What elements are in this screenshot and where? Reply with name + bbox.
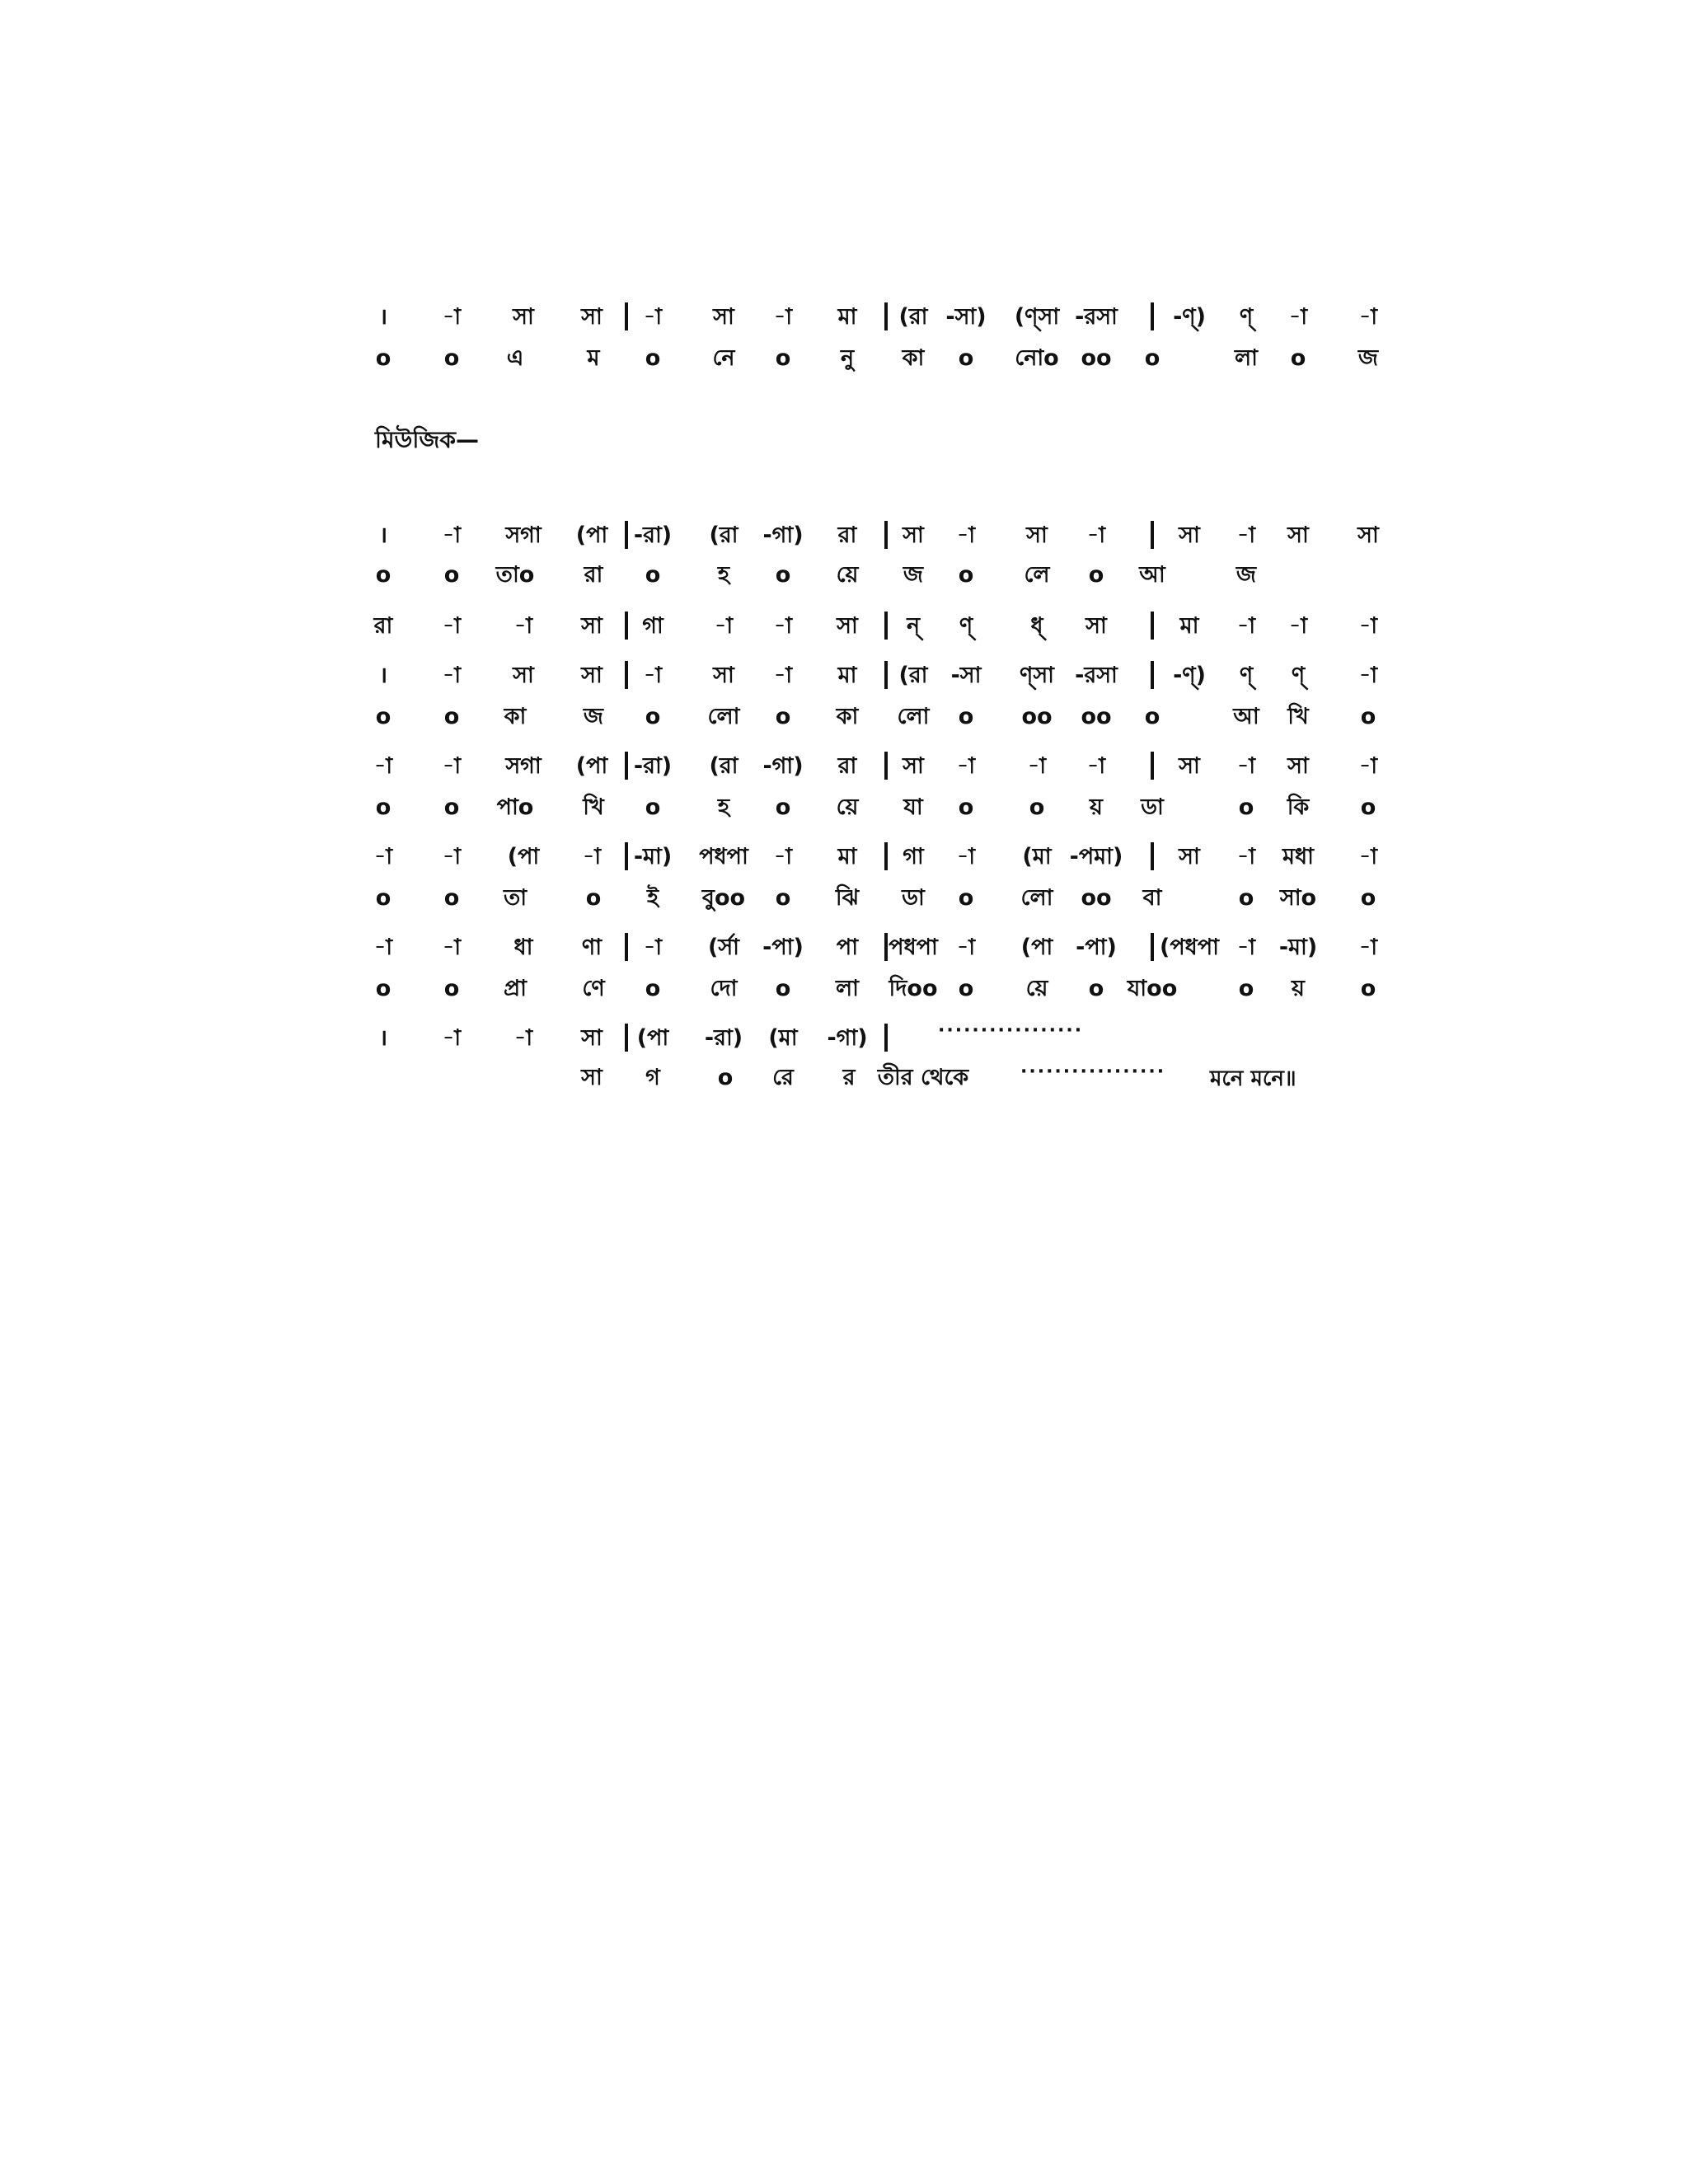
note-cell: -া xyxy=(513,613,533,639)
note-cell: মা xyxy=(837,663,857,688)
measure-bar xyxy=(884,752,888,780)
note-cell: (পা xyxy=(1020,935,1053,960)
note-cell: -া xyxy=(442,844,462,869)
note-cell: -া xyxy=(1236,613,1256,639)
measure-bar xyxy=(884,661,888,689)
lyric-cell: হ xyxy=(717,794,730,820)
measure-bar xyxy=(884,302,888,330)
note-cell: (রা xyxy=(898,304,928,330)
note-cell: -া xyxy=(513,1025,533,1051)
lyric-cell: এ xyxy=(506,345,524,371)
lyric-cell: হ xyxy=(717,562,730,588)
note-cell: সা xyxy=(581,304,603,330)
note-cell: ধ্ xyxy=(1030,613,1043,639)
lyric-cell: o xyxy=(775,976,791,1001)
lyric-cell: আ xyxy=(1233,704,1259,729)
lyric-cell: য় xyxy=(1292,976,1305,1001)
note-cell: -া xyxy=(1358,844,1378,869)
note-cell: -পা) xyxy=(762,935,804,960)
section-heading: মিউজিক— xyxy=(375,426,480,453)
note-cell: সা xyxy=(1179,523,1200,548)
lyric-cell: o xyxy=(1360,794,1376,820)
lyric-cell: প্রা xyxy=(504,976,527,1001)
lyric-cell: ম xyxy=(587,345,600,371)
note-cell: (রা xyxy=(709,753,738,779)
lyric-cell: তা xyxy=(503,885,528,911)
lyric-cell: o xyxy=(1144,345,1160,371)
note-cell: । xyxy=(378,304,388,330)
lyric-cell: জ xyxy=(1236,562,1257,588)
lyric-cell: o xyxy=(775,562,791,588)
lyric-cell: oo xyxy=(1021,704,1053,729)
ellipsis-dots-lyrics: ················· xyxy=(1020,1062,1166,1082)
lyric-cell: o xyxy=(1144,704,1160,729)
note-cell: । xyxy=(378,523,388,548)
lyric-cell: o xyxy=(375,885,392,911)
note-cell: -া xyxy=(1358,304,1378,330)
notation-row xyxy=(0,931,1688,964)
lyric-cell: রা xyxy=(584,562,603,588)
lyric-cell: o xyxy=(958,562,974,588)
lyric-cell: লে xyxy=(1024,562,1050,588)
lyric-cell: o xyxy=(775,885,791,911)
lyric-cell: খি xyxy=(1287,704,1309,729)
note-cell: -মা) xyxy=(1278,935,1318,960)
lyric-cell: o xyxy=(375,704,392,729)
lyric-cell: o xyxy=(375,794,392,820)
note-cell: রা xyxy=(837,753,857,779)
note-cell: -রসা xyxy=(1075,304,1118,330)
note-cell: -া xyxy=(442,753,462,779)
lyric-cell: o xyxy=(645,345,661,371)
lyric-cell: o xyxy=(645,562,661,588)
note-cell: সা xyxy=(1287,753,1309,779)
note-cell: -া xyxy=(714,613,734,639)
note-cell: (র্সা xyxy=(707,935,740,960)
lyric-cell: লা xyxy=(1235,345,1258,371)
lyric-cell: কি xyxy=(1287,794,1310,820)
note-cell: -পা) xyxy=(1076,935,1117,960)
lyric-cell: সা xyxy=(581,1065,603,1090)
note-cell: (পা xyxy=(507,844,540,869)
note-cell: মা xyxy=(837,844,857,869)
note-cell: সা xyxy=(1026,523,1048,548)
note-cell: -া xyxy=(643,304,663,330)
lyric-cell: o xyxy=(443,794,460,820)
note-cell: -া xyxy=(1358,613,1378,639)
note-cell: -া xyxy=(1236,844,1256,869)
note-cell: -া xyxy=(1027,753,1047,779)
lyric-cell: যাoo xyxy=(1127,976,1178,1001)
note-cell: -সা xyxy=(950,663,982,688)
note-cell: -মা) xyxy=(633,844,673,869)
notation-row xyxy=(0,841,1688,874)
lyric-cell: নু xyxy=(840,345,855,371)
lyric-cell: oo xyxy=(1081,885,1112,911)
note-cell: পা xyxy=(836,935,859,960)
measure-bar xyxy=(1151,521,1154,549)
note-cell: -া xyxy=(956,753,976,779)
lyric-cell: o xyxy=(1360,885,1376,911)
lyric-cell: তাo xyxy=(495,562,535,588)
note-cell: ণ্ xyxy=(1239,304,1254,330)
lyric-cell: গ xyxy=(645,1065,660,1090)
note-cell: -া xyxy=(773,304,793,330)
note-cell: সা xyxy=(903,753,924,779)
note-cell: ণ্সা xyxy=(1020,663,1054,688)
note-cell: (পা xyxy=(575,753,608,779)
notation-row xyxy=(0,1022,1688,1055)
measure-bar xyxy=(625,521,628,549)
note-cell: ধা xyxy=(513,935,533,960)
measure-bar xyxy=(1151,752,1154,780)
note-cell: (রা xyxy=(898,663,928,688)
note-cell: (পা xyxy=(636,1025,669,1051)
note-cell: সা xyxy=(581,663,603,688)
lyrics-row xyxy=(0,342,1688,375)
note-cell: -া xyxy=(1236,523,1256,548)
lyric-cell: o xyxy=(443,345,460,371)
note-cell: পধপা xyxy=(699,844,748,869)
note-cell: (মা xyxy=(1022,844,1052,869)
note-cell: সা xyxy=(581,1025,603,1051)
lyric-cell: o xyxy=(1360,704,1376,729)
lyrics-row xyxy=(0,972,1688,1005)
lyric-cell: জ xyxy=(903,562,924,588)
note-cell: সগা xyxy=(505,753,542,779)
lyric-cell: লা xyxy=(836,976,859,1001)
note-cell: -া xyxy=(373,844,393,869)
note-cell: ণা xyxy=(581,935,603,960)
note-cell: -া xyxy=(1236,753,1256,779)
note-cell: সা xyxy=(513,663,534,688)
lyric-cell: o xyxy=(1360,976,1376,1001)
lyric-cell: o xyxy=(775,794,791,820)
note-cell: -গা) xyxy=(762,523,804,548)
note-cell: ণ্ xyxy=(1239,663,1254,688)
lyric-cell: ঝি xyxy=(835,885,860,911)
lyric-cell: য়ে xyxy=(1025,976,1048,1001)
note-cell: -া xyxy=(442,663,462,688)
lyric-cell: কা xyxy=(504,704,527,729)
note-cell: ন্ xyxy=(906,613,921,639)
measure-bar xyxy=(884,612,888,640)
lyric-cell: o xyxy=(958,794,974,820)
lyric-cell: o xyxy=(443,704,460,729)
note-cell: সা xyxy=(1357,523,1379,548)
note-cell: সা xyxy=(1085,613,1107,639)
lyric-cell: o xyxy=(958,885,974,911)
lyric-cell: লো xyxy=(897,704,930,729)
lyric-cell: o xyxy=(1238,885,1254,911)
lyric-cell: য়ে xyxy=(836,562,859,588)
note-cell: সা xyxy=(513,304,534,330)
lyrics-row xyxy=(0,791,1688,824)
note-cell: -া xyxy=(1358,935,1378,960)
lyric-cell: o xyxy=(375,562,392,588)
note-cell: সা xyxy=(581,613,603,639)
measure-bar xyxy=(884,933,888,961)
ending-text: মনে মনে॥ xyxy=(1210,1066,1296,1091)
lyric-cell: লো xyxy=(707,704,740,729)
note-cell: (রা xyxy=(709,523,738,548)
ellipsis-dots-notes: ················· xyxy=(938,1020,1084,1041)
note-cell: -রা) xyxy=(704,1025,743,1051)
note-cell: -া xyxy=(373,753,393,779)
note-cell: -গা) xyxy=(827,1025,868,1051)
notation-row xyxy=(0,610,1688,643)
note-cell: রা xyxy=(837,523,857,548)
lyric-cell: o xyxy=(645,976,661,1001)
lyric-cell: জ xyxy=(583,704,604,729)
note-cell: -া xyxy=(1236,935,1256,960)
note-cell: -া xyxy=(442,1025,462,1051)
note-cell: সগা xyxy=(505,523,542,548)
note-cell: সা xyxy=(1287,523,1309,548)
notation-row xyxy=(0,750,1688,783)
measure-bar xyxy=(1151,933,1154,961)
note-cell: -া xyxy=(643,935,663,960)
notation-row xyxy=(0,301,1688,334)
lyric-cell: o xyxy=(1290,345,1306,371)
lyric-cell: ডা xyxy=(1141,794,1164,820)
lyric-cell: আ xyxy=(1139,562,1165,588)
notation-row xyxy=(0,519,1688,552)
note-cell: সা xyxy=(837,613,858,639)
note-cell: গা xyxy=(642,613,663,639)
lyric-cell: o xyxy=(1088,562,1104,588)
note-cell: -া xyxy=(442,935,462,960)
lyric-cell: o xyxy=(645,704,661,729)
lyric-cell: oo xyxy=(1081,345,1112,371)
note-cell: মা xyxy=(1179,613,1199,639)
note-cell: সা xyxy=(1179,844,1200,869)
note-cell: -া xyxy=(373,935,393,960)
note-cell: -া xyxy=(1086,523,1106,548)
lyric-cell: লো xyxy=(1020,885,1053,911)
note-cell: -রসা xyxy=(1075,663,1118,688)
note-cell: ণ্ xyxy=(1291,663,1306,688)
lyric-cell: কা xyxy=(836,704,859,729)
note-cell: গা xyxy=(903,844,924,869)
measure-bar xyxy=(884,521,888,549)
note-cell: -া xyxy=(773,663,793,688)
measure-bar xyxy=(625,302,628,330)
note-cell: -ণ্) xyxy=(1173,663,1206,688)
measure-bar xyxy=(625,933,628,961)
lyric-cell: o xyxy=(443,976,460,1001)
lyrics-row xyxy=(0,701,1688,733)
note-cell: -া xyxy=(773,613,793,639)
lyric-cell: ই xyxy=(646,885,659,911)
measure-bar xyxy=(625,661,628,689)
note-cell: সা xyxy=(903,523,924,548)
lyric-cell: দো xyxy=(710,976,738,1001)
lyric-cell: জ xyxy=(1357,345,1379,371)
note-cell: -া xyxy=(956,844,976,869)
measure-bar xyxy=(625,752,628,780)
note-cell: -া xyxy=(1288,304,1308,330)
note-cell: (পধপা xyxy=(1160,935,1219,960)
measure-bar xyxy=(884,1024,888,1052)
lyric-cell: তীর থেকে xyxy=(877,1065,969,1090)
lyric-cell: বা xyxy=(1142,885,1162,911)
note-cell: -সা) xyxy=(945,304,987,330)
lyric-cell: o xyxy=(645,794,661,820)
lyric-cell: পাo xyxy=(496,794,534,820)
lyric-cell: o xyxy=(1238,976,1254,1001)
measure-bar xyxy=(625,842,628,870)
notation-row xyxy=(0,659,1688,692)
lyrics-row xyxy=(0,559,1688,592)
lyric-cell: য়ে xyxy=(836,794,859,820)
note-cell: ণ্ xyxy=(959,613,973,639)
note-cell: -পমা) xyxy=(1069,844,1123,869)
note-cell: -রা) xyxy=(633,753,673,779)
lyrics-row xyxy=(0,882,1688,915)
lyric-cell: য় xyxy=(1090,794,1103,820)
note-cell: -া xyxy=(582,844,602,869)
note-cell: -া xyxy=(956,935,976,960)
lyric-cell: র xyxy=(842,1065,856,1090)
measure-bar xyxy=(1151,661,1154,689)
lyric-cell: o xyxy=(775,345,791,371)
note-cell: (পা xyxy=(575,523,608,548)
lyric-cell: কা xyxy=(902,345,925,371)
lyric-cell: বুoo xyxy=(701,885,746,911)
lyric-cell: দিoo xyxy=(889,976,938,1001)
lyric-cell: o xyxy=(775,704,791,729)
lyric-cell: রে xyxy=(772,1065,794,1090)
lyric-cell: o xyxy=(585,885,602,911)
measure-bar xyxy=(1151,302,1154,330)
note-cell: -গা) xyxy=(762,753,804,779)
lyric-cell: o xyxy=(958,345,974,371)
note-cell: -া xyxy=(1288,613,1308,639)
lyric-cell: ডা xyxy=(902,885,925,911)
note-cell: রা xyxy=(373,613,393,639)
measure-bar xyxy=(625,612,628,640)
note-cell: -া xyxy=(956,523,976,548)
measure-bar xyxy=(1151,842,1154,870)
note-cell: (মা xyxy=(768,1025,798,1051)
lyric-cell: o xyxy=(958,704,974,729)
lyric-cell: o xyxy=(1238,794,1254,820)
lyric-cell: o xyxy=(1029,794,1045,820)
note-cell: সা xyxy=(1179,753,1200,779)
note-cell: -রা) xyxy=(633,523,673,548)
note-cell: মধা xyxy=(1282,844,1314,869)
lyric-cell: সাo xyxy=(1279,885,1317,911)
lyric-cell: oo xyxy=(1081,704,1112,729)
note-cell: -া xyxy=(442,304,462,330)
lyric-cell: যা xyxy=(903,794,923,820)
measure-bar xyxy=(884,842,888,870)
lyric-cell: ণে xyxy=(582,976,605,1001)
note-cell: -া xyxy=(773,844,793,869)
lyric-cell: o xyxy=(375,976,392,1001)
measure-bar xyxy=(625,1024,628,1052)
note-cell: -া xyxy=(1358,753,1378,779)
lyric-cell: o xyxy=(717,1065,734,1090)
lyric-cell: o xyxy=(1088,976,1104,1001)
lyric-cell: o xyxy=(958,976,974,1001)
note-cell: সা xyxy=(713,663,734,688)
lyric-cell: o xyxy=(443,562,460,588)
lyric-cell: খি xyxy=(583,794,604,820)
note-cell: -া xyxy=(643,663,663,688)
lyric-cell: নে xyxy=(712,345,735,371)
note-cell: -া xyxy=(1358,663,1378,688)
note-cell: সা xyxy=(713,304,734,330)
lyric-cell: নোo xyxy=(1015,345,1059,371)
note-cell: মা xyxy=(837,304,857,330)
lyric-cell: o xyxy=(375,345,392,371)
note-cell: -া xyxy=(1086,753,1106,779)
note-cell: । xyxy=(378,663,388,688)
note-cell: । xyxy=(378,1025,388,1051)
note-cell: -ণ্) xyxy=(1173,304,1206,330)
note-cell: পধপা xyxy=(889,935,938,960)
lyrics-row xyxy=(0,1062,1688,1094)
note-cell: (ণ্সা xyxy=(1014,304,1060,330)
lyric-cell: o xyxy=(443,885,460,911)
note-cell: -া xyxy=(442,523,462,548)
note-cell: -া xyxy=(442,613,462,639)
measure-bar xyxy=(1151,612,1154,640)
